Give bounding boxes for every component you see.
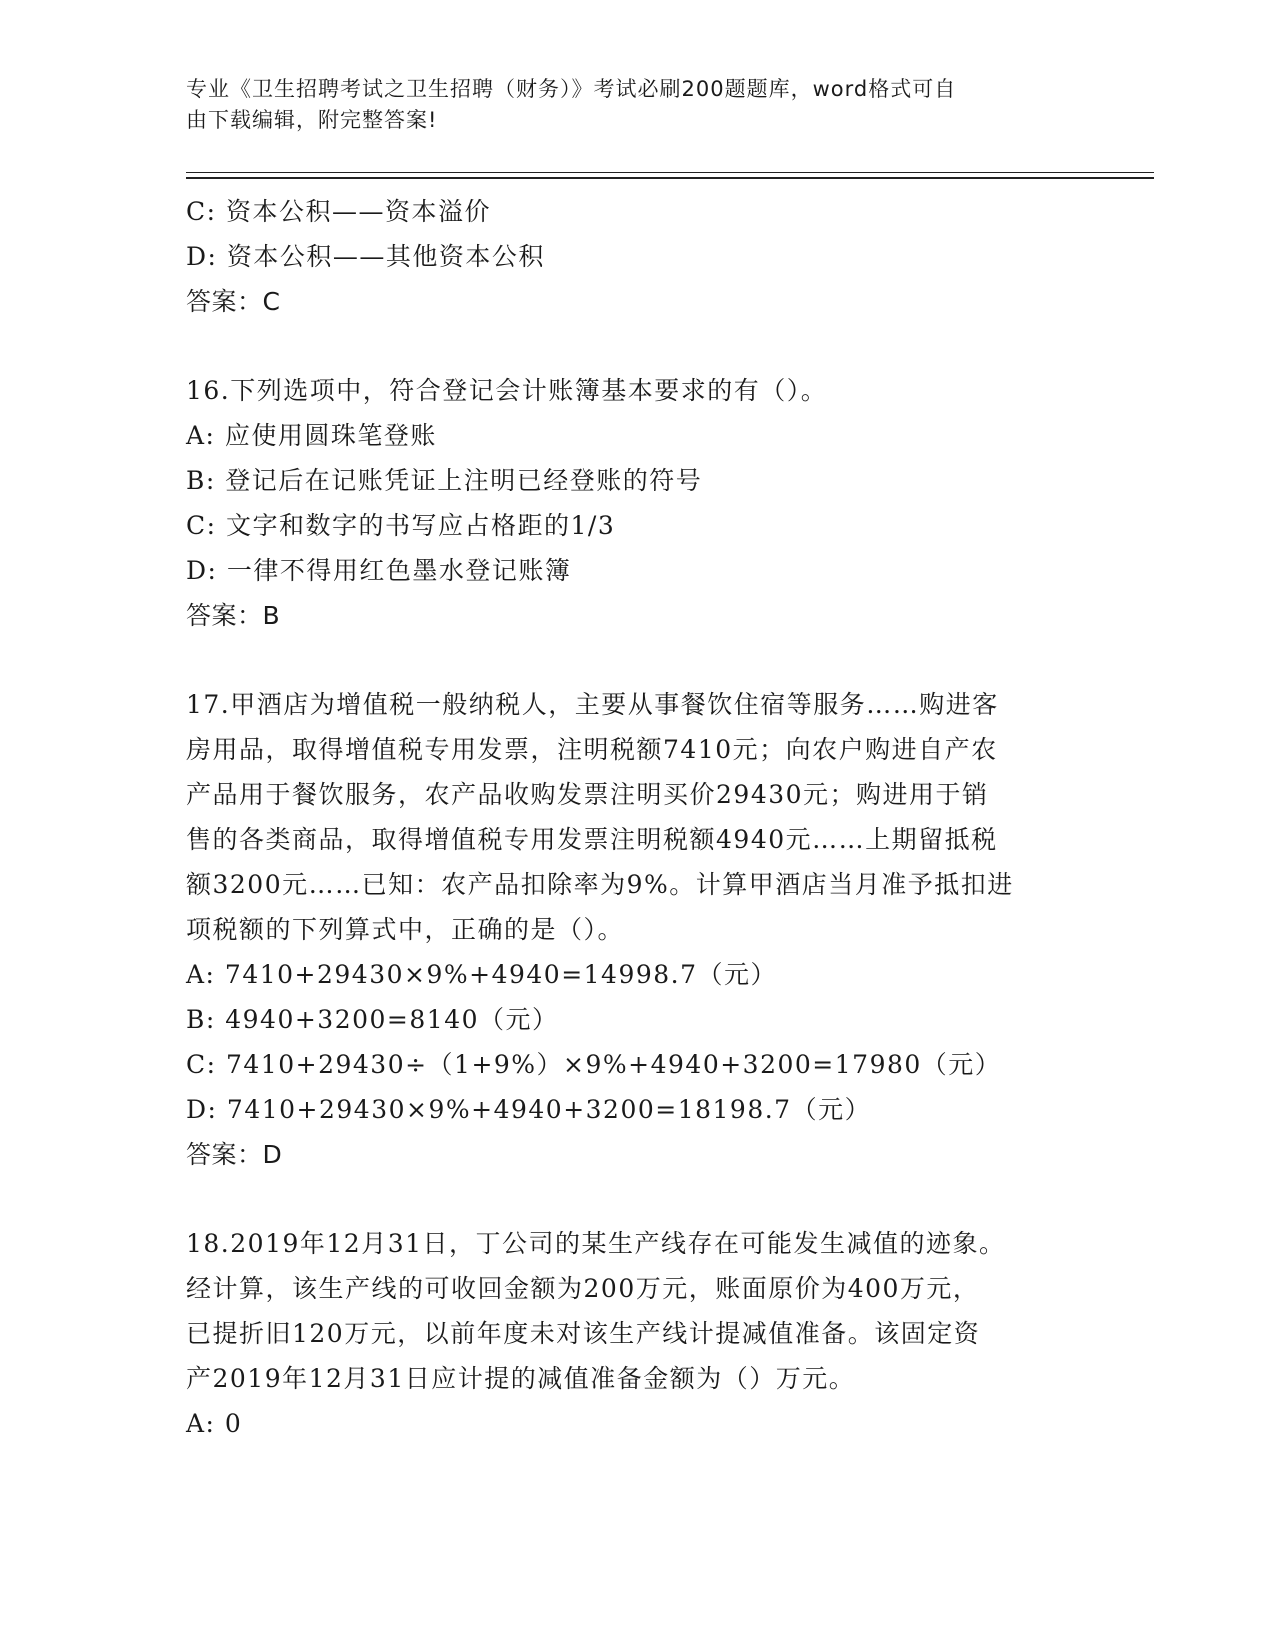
question-18 [186, 1221, 1086, 1446]
question-16 [186, 368, 1086, 638]
q18-stem-line: 18.2019年12月31日，丁公司的某生产线存在可能发生减值的迹象。 [186, 1229, 1006, 1258]
document-body [186, 189, 1086, 1446]
q18-stem-line: 经计算，该生产线的可收回金额为200万元，账面原价为400万元， [186, 1274, 980, 1303]
header-divider-thick [186, 177, 1154, 179]
q16-option-d: D: 一律不得用红色墨水登记账簿 [186, 556, 572, 585]
q16-stem: 16.下列选项中，符合登记会计账簿基本要求的有（）。 [186, 376, 828, 405]
q17-stem-line: 房用品，取得增值税专用发票，注明税额7410元；向农户购进自产农 [186, 735, 998, 764]
q17-option-a: A: 7410+29430×9%+4940=14998.7（元） [186, 960, 778, 989]
header-title-line-2: 由下载编辑，附完整答案! [186, 108, 438, 132]
q16-answer: 答案：B [186, 601, 281, 630]
q15-option-d: D: 资本公积——其他资本公积 [186, 242, 545, 271]
document-header [186, 74, 1066, 136]
q17-option-b: B: 4940+3200=8140（元） [186, 1005, 559, 1034]
q15-option-c: C: 资本公积——资本溢价 [186, 197, 491, 226]
q18-stem-line: 已提折旧120万元，以前年度未对该生产线计提减值准备。该固定资 [186, 1319, 981, 1348]
header-title-line-1: 专业《卫生招聘考试之卫生招聘（财务）》考试必刷200题题库，word格式可自 [186, 77, 957, 101]
q17-option-d: D: 7410+29430×9%+4940+3200=18198.7（元） [186, 1095, 872, 1124]
question-15 [186, 189, 1086, 324]
q17-option-c: C: 7410+29430÷（1+9%）×9%+4940+3200=17980（元） [186, 1050, 1002, 1079]
q16-option-a: A: 应使用圆珠笔登账 [186, 421, 437, 450]
header-divider-thin [186, 172, 1154, 173]
q16-option-b: B: 登记后在记账凭证上注明已经登账的符号 [186, 466, 703, 495]
q17-stem-line: 17.甲酒店为增值税一般纳税人，主要从事餐饮住宿等服务……购进客 [186, 690, 999, 719]
q18-option-a: A: 0 [186, 1409, 243, 1438]
q18-stem-line: 产2019年12月31日应计提的减值准备金额为（）万元。 [186, 1364, 856, 1393]
q16-option-c: C: 文字和数字的书写应占格距的1/3 [186, 511, 616, 540]
q17-answer: 答案：D [186, 1140, 283, 1169]
q17-stem-line: 售的各类商品，取得增值税专用发票注明税额4940元……上期留抵税 [186, 825, 998, 854]
q17-stem-line: 项税额的下列算式中，正确的是（）。 [186, 915, 625, 944]
question-17 [186, 682, 1086, 1177]
q17-stem-line: 额3200元……已知：农产品扣除率为9%。计算甲酒店当月准予抵扣进 [186, 870, 1014, 899]
q15-answer: 答案：C [186, 287, 281, 316]
q17-stem-line: 产品用于餐饮服务，农产品收购发票注明买价29430元；购进用于销 [186, 780, 989, 809]
